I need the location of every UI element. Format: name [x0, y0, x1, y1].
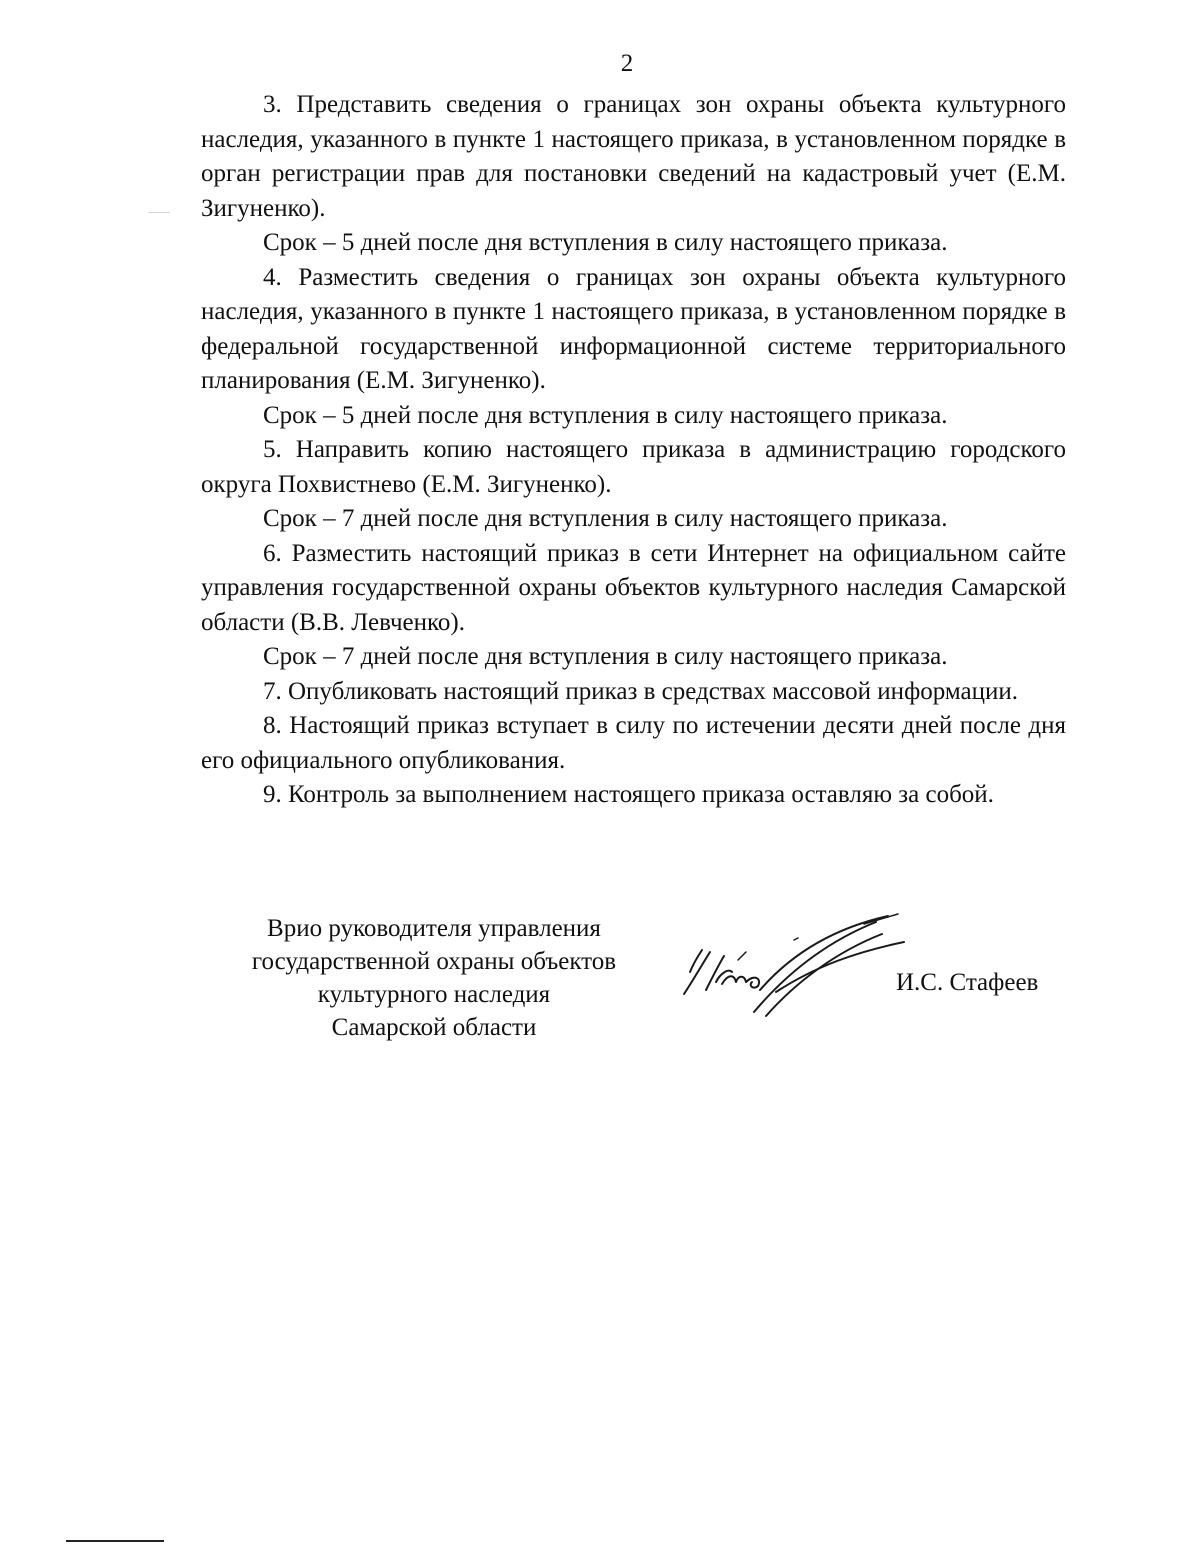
paragraph-item-4: 4. Разместить сведения о границах зон охраны объекта культурного наследия, указанного в пункте 1 настоящего приказа, в установленном порядке в федеральной государственной информационной системе территориального планирования (Е.М. Зигуненко).	[201, 263, 1066, 394]
signatory-name: И.С. Стафеев	[896, 969, 1039, 996]
document-body	[201, 88, 1066, 813]
paragraph-item-5: 5. Направить копию настоящего приказа в администрацию городского округа Похвистнево (Е.М. Зигуненко).	[201, 436, 1066, 498]
deadline-item-6: Срок – 7 дней после дня вступления в силу настоящего приказа.	[263, 643, 948, 670]
deadline-item-3: Срок – 5 дней после дня вступления в силу настоящего приказа.	[263, 229, 948, 256]
footer-divider	[66, 1540, 164, 1542]
signatory-position-line: Врио руководителя управления	[267, 915, 601, 942]
handwritten-signature	[676, 912, 908, 1027]
paragraph-item-6: 6. Разместить настоящий приказ в сети Интернет на официальном сайте управления государственной охраны объектов культурного наследия Самарской области (В.В. Левченко).	[201, 539, 1066, 636]
paragraph-item-9: 9. Контроль за выполнением настоящего приказа оставляю за собой.	[263, 781, 994, 808]
paragraph-item-8: 8. Настоящий приказ вступает в силу по истечении десяти дней после дня его официального опубликования.	[201, 712, 1066, 774]
deadline-item-5: Срок – 7 дней после дня вступления в силу настоящего приказа.	[263, 505, 948, 532]
paragraph-item-3: 3. Представить сведения о границах зон охраны объекта культурного наследия, указанного в пункте 1 настоящего приказа, в установленном порядке в орган регистрации прав для постановки сведений на кадастровый учет (Е.М. Зигуненко).	[201, 91, 1066, 222]
deadline-item-4: Срок – 5 дней после дня вступления в силу настоящего приказа.	[263, 401, 948, 429]
page-number: 2	[620, 50, 634, 77]
signatory-position-line: государственной охраны объектов	[251, 948, 617, 975]
paragraph-item-7: 7. Опубликовать настоящий приказ в средствах массовой информации.	[263, 677, 1019, 705]
margin-mark	[148, 212, 170, 213]
signatory-position-line: культурного наследия	[317, 981, 551, 1008]
signatory-position	[228, 912, 640, 1044]
signatory-position-line: Самарской области	[331, 1014, 537, 1041]
